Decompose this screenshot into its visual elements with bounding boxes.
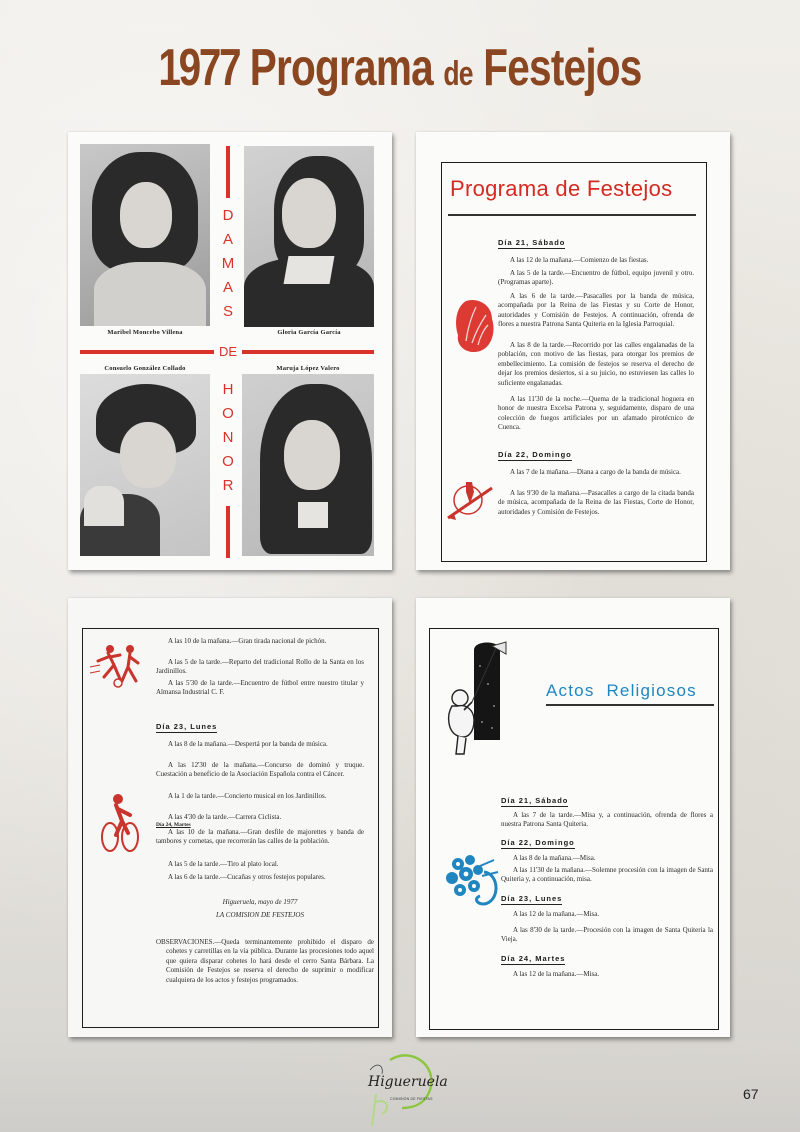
day-heading: Día 24, Martes [156,822,191,828]
letter: R [222,477,234,494]
letter: A [222,231,233,248]
letter: D [222,207,234,224]
letter: O [222,453,234,470]
portrait-photo-4 [242,374,374,556]
blue-flower-bouquet-icon [440,852,502,910]
religious-entry: A las 11'30 de la mañana.—Solemne procesión con la imagen de Santa Quiteria y, a continuación, misa. [501,866,713,884]
day-heading: Día 22, Domingo [498,450,572,459]
heading-rule [546,704,714,706]
vertical-word-damas [216,204,240,324]
portrait-photo-1 [80,144,210,326]
program-entry: A las 12'30 de la mañana.—Concurso de dominó y truque. Cuestación a beneficio de la Asociación Española contra el Cáncer. [156,761,364,779]
letter: S [222,303,233,320]
program-entry: A las 12 de la mañana.—Comienzo de las fiestas. [510,256,649,264]
program-entry: A las 6 de la tarde.—Cucañas y otros festejos populares. [168,873,326,881]
letter: N [222,429,234,446]
day-heading: Día 21, Sábado [501,796,569,805]
title-word-de: de [443,55,473,93]
title-year: 1977 [158,39,240,97]
program-entry: A las 4'30 de la tarde.—Carrera Ciclista. [168,813,282,821]
program-entry: A las 8 de la tarde.—Recorrido por las calles engalanadas de la población, con motivo de las fiestas, para otorgar los premios de embellecimiento. La comisión de festejos se reserva el derecho de dejar los premios desiertos, si a su juicio, no estuviesen las calles lo suficiente engalanadas. [498,341,694,387]
signature-organization: LA COMISION DE FESTEJOS [216,911,304,919]
bell-ringer-illustration-icon [444,636,532,760]
program-entry: A las 5'30 de la tarde.—Encuentro de fútbol entre nuestro titular y Almansa Industrial C. F. [156,679,364,697]
vertical-word-honor [216,378,240,498]
day-heading: Día 23, Lunes [156,722,218,731]
portrait-photo-3 [80,374,210,556]
page-title [88,38,712,98]
portrait-photo-2 [244,146,374,327]
portrait-caption: Maruja López Valero [276,365,340,372]
program-entry: A las 5 de la tarde.—Tiro al plato local. [168,860,279,868]
religious-heading: Actos Religiosos [546,681,697,700]
scan-actos-religiosos [416,598,730,1037]
title-word-programa: Programa [249,39,433,97]
football-players-illustration-icon [88,643,150,689]
religious-entry: A las 12 de la mañana.—Misa. [513,910,600,918]
observations-note: OBSERVACIONES.—Queda terminantemente prohibido el disparo de cohetes y carretillas en la vía pública. Durante las procesiones todo aquel que quiera disparar cohetes lo hará desde el cerro Santa Bárbara. La Comisión de Festejos se reserva el derecho de suprimir o modificar cualquiera de los actos y festejos programados. [156,938,374,984]
program-entry: A la 1 de la tarde.—Concierto musical en los Jardinillos. [168,792,327,800]
red-leaf-illustration-icon [452,297,498,355]
cyclist-illustration-icon [98,793,142,853]
word-de: DE [218,344,238,359]
hunting-rifle-trophy-icon [444,474,496,522]
day-heading: Día 22, Domingo [501,838,575,847]
program-entry: A las 5 de la tarde.—Reparto del tradicional Rollo de la Santa en los Jardinillos. [156,658,364,676]
religious-entry: A las 7 de la tarde.—Misa y, a continuación, ofrenda de flores a nuestra Patrona Santa Quiteria. [501,811,713,829]
portrait-caption: Gloria García García [277,329,341,336]
red-divider-horizontal-right [242,350,374,354]
religious-entry: A las 8 de la mañana.—Misa. [513,854,596,862]
portrait-caption: Consuelo González Collado [104,365,186,372]
signature-place: Higueruela, mayo de 1977 [222,898,298,906]
program-entry: A las 10 de la mañana.—Gran tirada nacional de pichón. [168,637,327,645]
program-entry: A las 6 de la tarde.—Pasacalles por la banda de música, acompañada por la Reina de las Fiestas y su Corte de Honor, autoridades y Comisión de Festejos. A continuación, ofrenda de flores a nuestra Patrona Santa Quiteria en la Iglesia Parroquial. [498,292,694,329]
religious-entry: A las 8'30 de la tarde.—Procesión con la imagen de Santa Quiteria la Vieja. [501,926,713,944]
day-heading: Día 23, Lunes [501,894,563,903]
letter: M [221,255,235,272]
letter: O [222,405,234,422]
program-heading: Programa de Festejos [450,176,673,201]
letter: H [222,381,234,398]
program-entry: A las 7 de la mañana.—Diana a cargo de la banda de música. [510,468,681,476]
logo-subtitle: COMISIÓN DE FIESTAS [390,1097,433,1101]
scan-damas-de-honor [68,132,392,570]
day-heading: Día 24, Martes [501,954,566,963]
red-divider-vertical-top [226,146,230,198]
title-word-festejos: Festejos [483,39,642,97]
red-divider-horizontal-left [80,350,214,354]
red-divider-vertical-bottom [226,506,230,558]
heading-rule [448,214,696,216]
higueruela-logo [362,1048,472,1128]
program-entry: A las 11'30 de la noche.—Quema de la tradicional hoguera en honor de nuestra Excelsa Patrona y, seguidamente, disparo de una colección de fuegos artificiales por un afamado pirotécnico de Cuenca. [498,395,694,432]
letter: A [222,279,233,296]
portrait-caption: Maribel Moncebo Villena [107,329,183,336]
program-entry: A las 5 de la tarde.—Encuentro de fútbol, equipo juvenil y otro. (Programas aparte). [498,269,694,287]
page-number: 67 [743,1086,759,1102]
program-entry: A las 10 de la mañana.—Gran desfile de majorettes y banda de tambores y cornetas, que recorrerán las calles de la población. [156,828,364,846]
program-entry: A las 8 de la mañana.—Despertá por la banda de música. [168,740,328,748]
logo-name: Higueruela [368,1074,448,1090]
scan-programa-continuacion [68,598,392,1037]
day-heading: Día 21, Sábado [498,238,566,247]
program-entry: A las 9'30 de la mañana.—Pasacalles a cargo de la citada banda de música, acompañada de la Reina de las Fiestas, Corte de Honor, autoridades y Comisión de Festejos. [498,489,694,516]
religious-entry: A las 12 de la mañana.—Misa. [513,970,600,978]
scan-programa-de-festejos [416,132,730,570]
